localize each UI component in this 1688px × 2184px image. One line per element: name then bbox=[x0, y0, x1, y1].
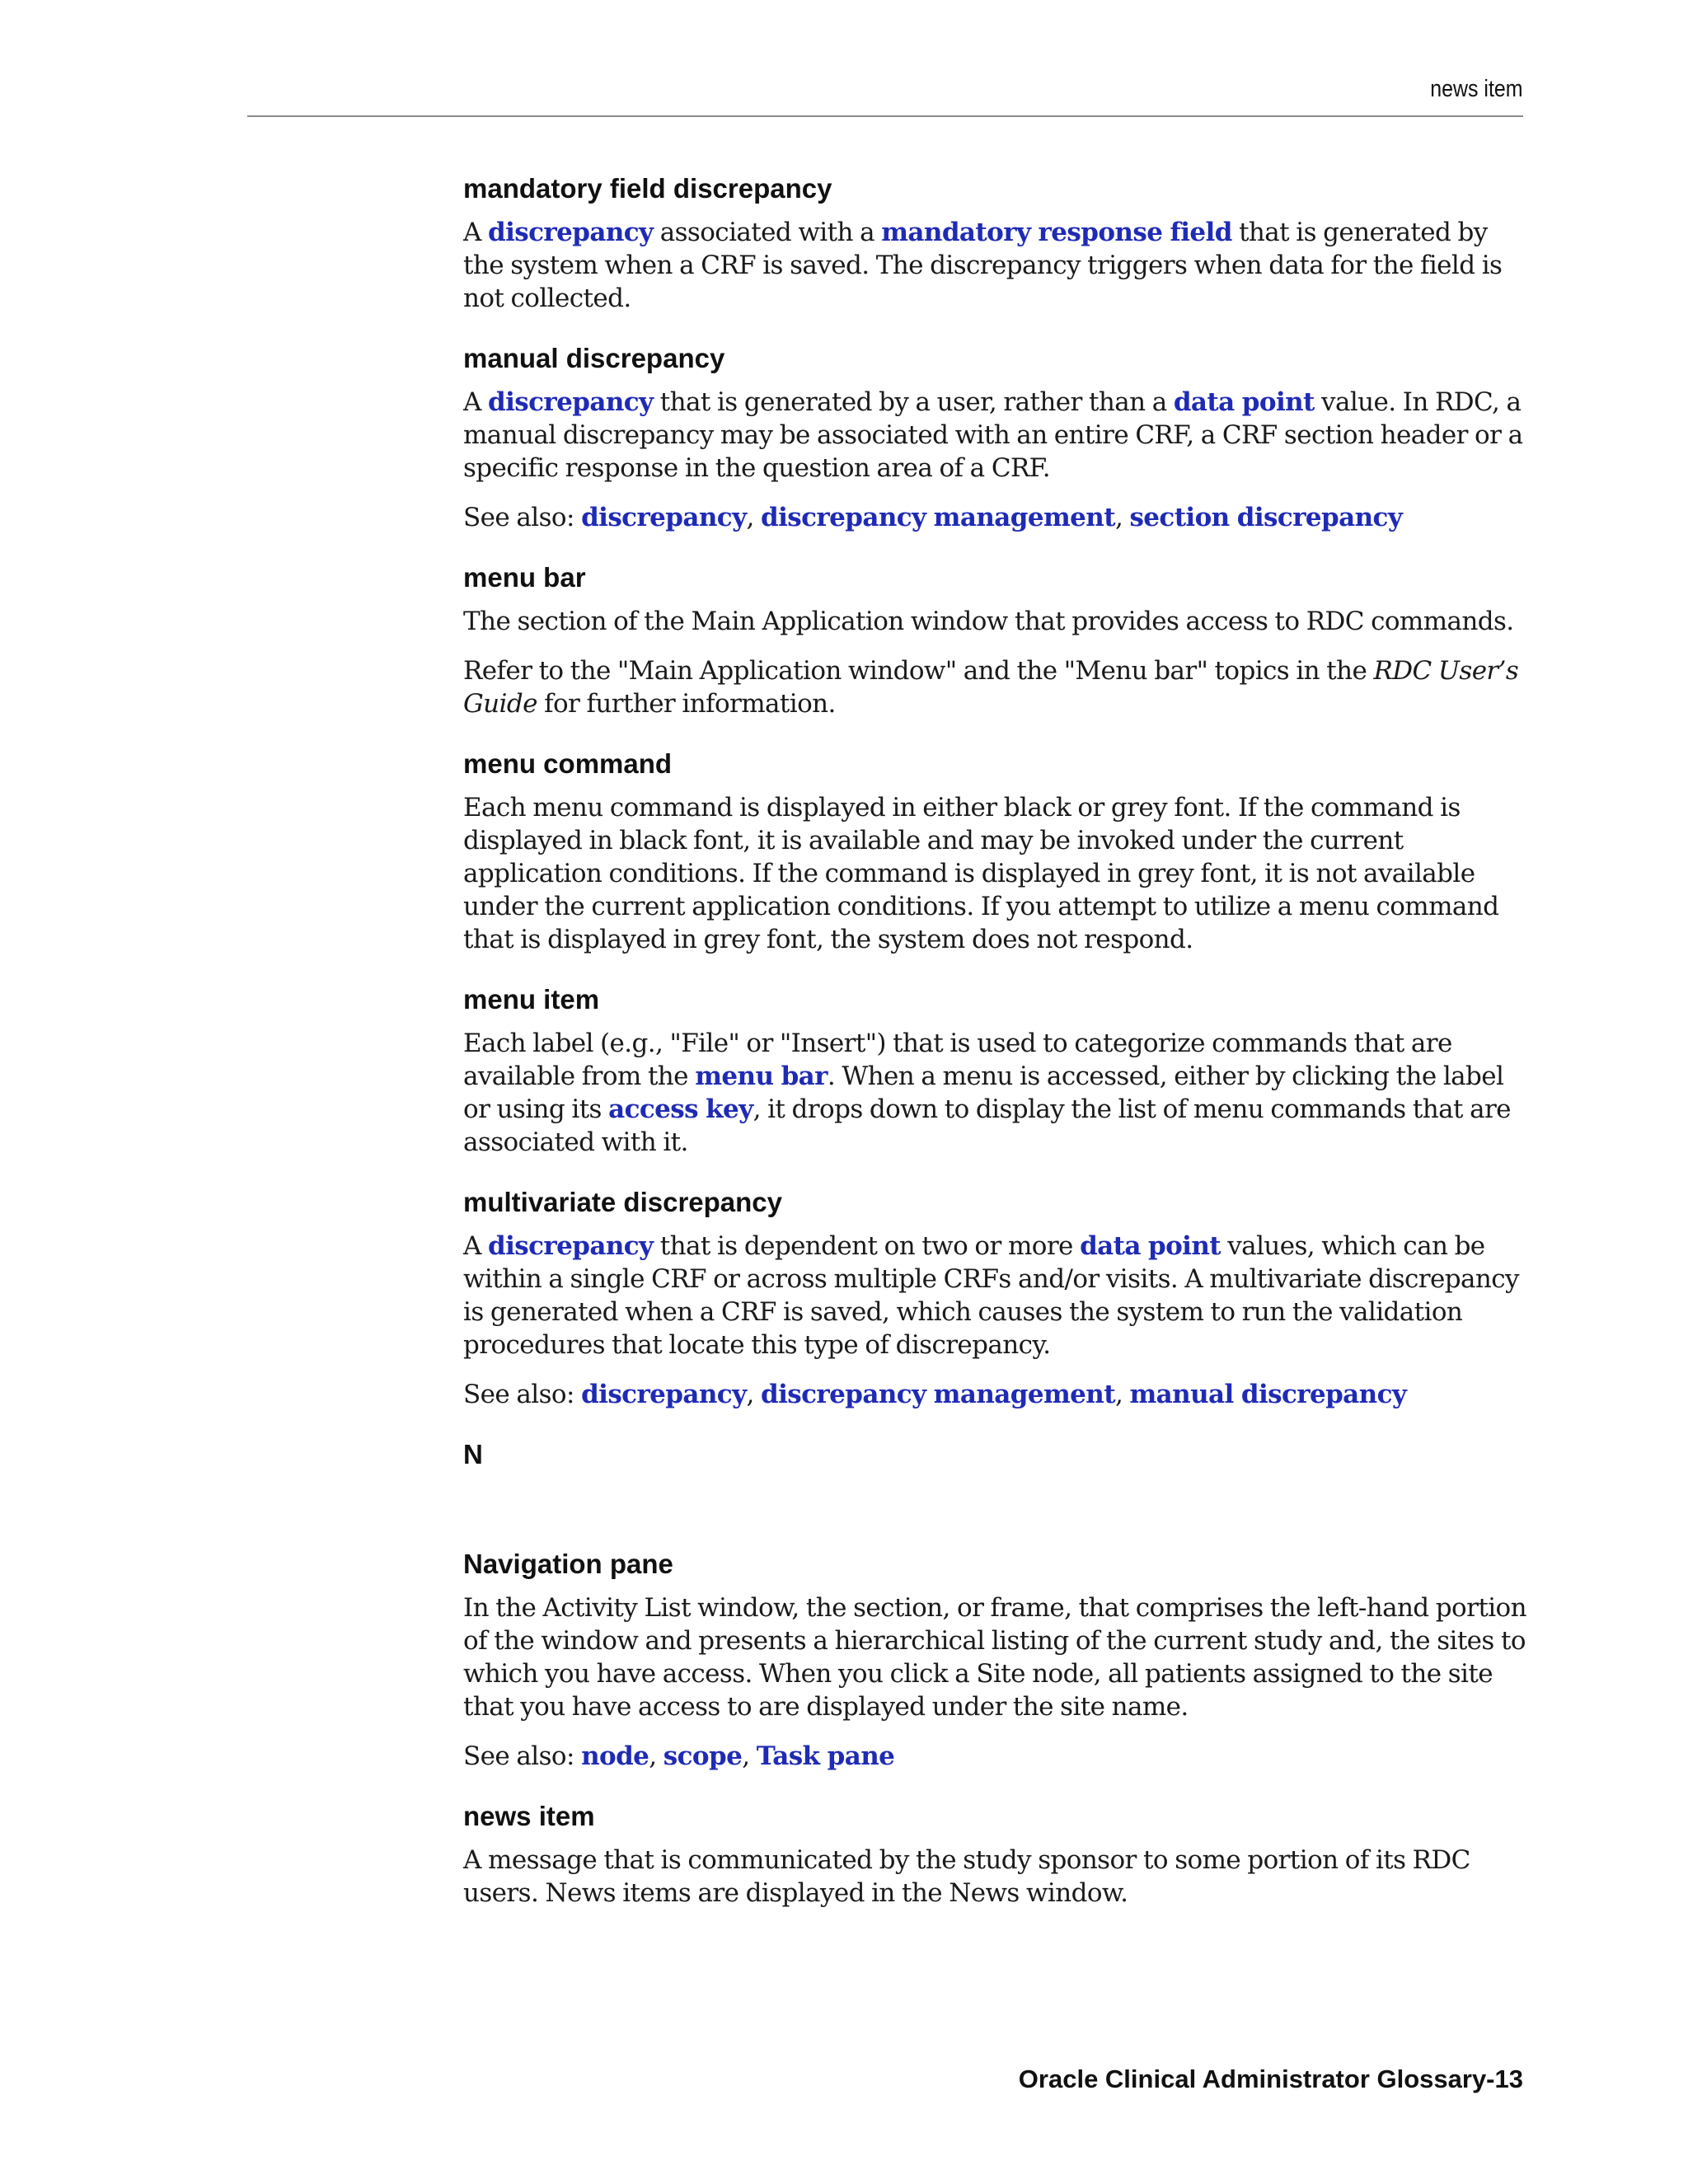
link-discrepancy-management[interactable]: discrepancy management bbox=[761, 503, 1115, 532]
link-data-point[interactable]: data point bbox=[1173, 387, 1315, 417]
text: Refer to the "Main Application window" and the "Menu bar" topics in the bbox=[463, 656, 1374, 686]
see-also bbox=[463, 501, 1526, 534]
text: A bbox=[463, 387, 489, 417]
separator: , bbox=[746, 503, 762, 532]
letter-heading: N bbox=[463, 1439, 483, 1469]
text: . When a menu is accessed, either by clicking the label or using its bbox=[463, 1062, 1504, 1124]
glossary-entry bbox=[463, 1801, 1526, 1910]
link-discrepancy[interactable]: discrepancy bbox=[488, 218, 654, 247]
link-discrepancy[interactable]: discrepancy bbox=[581, 503, 747, 532]
entry-term: multivariate discrepancy bbox=[463, 1187, 783, 1217]
text: for further information. bbox=[537, 689, 836, 719]
link-scope[interactable]: scope bbox=[663, 1741, 743, 1771]
entry-term: Navigation pane bbox=[463, 1549, 673, 1579]
entry-term: manual discrepancy bbox=[463, 343, 725, 373]
see-also-label: See also: bbox=[463, 1741, 582, 1771]
entry-reference bbox=[463, 654, 1526, 720]
separator: , bbox=[1114, 503, 1130, 532]
link-data-point[interactable]: data point bbox=[1080, 1231, 1221, 1261]
entry-term: menu bar bbox=[463, 562, 586, 593]
entry-term: menu item bbox=[463, 984, 600, 1015]
text: Each label (e.g., "File" or "Insert") that is used to categorize commands that are available from the bbox=[463, 1029, 1452, 1091]
text: value. In RDC, a manual discrepancy may be associated with an entire CRF, a CRF section header or a specific response in the question area of a CRF. bbox=[463, 387, 1523, 483]
glossary-entry bbox=[463, 343, 1526, 534]
text: that is generated by the system when a CRF is saved. The discrepancy triggers when data for the field is not collected. bbox=[463, 218, 1503, 313]
entry-term: mandatory field discrepancy bbox=[463, 173, 832, 204]
page-footer: Oracle Clinical Administrator Glossary-13 bbox=[1018, 2064, 1523, 2093]
glossary-entry bbox=[463, 562, 1526, 720]
separator: , bbox=[746, 1380, 762, 1409]
entry-definition bbox=[463, 1230, 1526, 1361]
text: that is generated by a user, rather than a bbox=[653, 387, 1174, 417]
see-also-label: See also: bbox=[463, 503, 582, 532]
glossary-entry bbox=[463, 1187, 1526, 1411]
text: , it drops down to display the list of menu commands that are associated with it. bbox=[463, 1094, 1511, 1157]
see-also bbox=[463, 1740, 1526, 1773]
glossary-entry bbox=[463, 173, 1526, 315]
text: that is dependent on two or more bbox=[653, 1231, 1081, 1261]
glossary-entry bbox=[463, 984, 1526, 1159]
link-discrepancy[interactable]: discrepancy bbox=[488, 1231, 654, 1261]
entry-definition: In the Activity List window, the section, or frame, that comprises the left-hand portion of the window and presents a hierarchical listing of the current study and, the sites to which you have access. When you click a Site node, all patients assigned to the site that you have access to are displayed under the site name. bbox=[463, 1593, 1526, 1722]
text: values, which can be within a single CRF or across multiple CRFs and/or visits. A multivariate discrepancy is generated when a CRF is saved, which causes the system to run the validation procedures that locate this type of discrepancy. bbox=[463, 1231, 1519, 1360]
entry-definition bbox=[463, 386, 1526, 485]
entry-definition bbox=[463, 1027, 1526, 1159]
link-discrepancy[interactable]: discrepancy bbox=[488, 387, 654, 417]
link-discrepancy[interactable]: discrepancy bbox=[581, 1380, 747, 1409]
entry-term: news item bbox=[463, 1801, 595, 1831]
page-header bbox=[247, 74, 1523, 117]
book-title: RDC User’s Guide bbox=[463, 656, 1519, 719]
separator: , bbox=[742, 1741, 757, 1771]
text: A bbox=[463, 218, 489, 247]
glossary-content bbox=[463, 173, 1526, 1938]
link-mandatory-response-field[interactable]: mandatory response field bbox=[881, 218, 1232, 247]
separator: , bbox=[649, 1741, 663, 1771]
entry-definition: A message that is communicated by the study sponsor to some portion of its RDC users. News items are displayed in the News window. bbox=[463, 1845, 1470, 1908]
link-task-pane[interactable]: Task pane bbox=[756, 1741, 895, 1771]
text: A bbox=[463, 1231, 489, 1261]
running-head: news item bbox=[1430, 76, 1523, 102]
link-discrepancy-management[interactable]: discrepancy management bbox=[761, 1380, 1115, 1409]
glossary-entry bbox=[463, 1549, 1526, 1773]
link-manual-discrepancy[interactable]: manual discrepancy bbox=[1129, 1380, 1407, 1409]
link-section-discrepancy[interactable]: section discrepancy bbox=[1129, 503, 1403, 532]
entry-definition: The section of the Main Application window that provides access to RDC commands. bbox=[463, 607, 1514, 636]
separator: , bbox=[1114, 1380, 1130, 1409]
see-also-label: See also: bbox=[463, 1380, 582, 1409]
link-access-key[interactable]: access key bbox=[608, 1094, 753, 1124]
glossary-entry bbox=[463, 748, 1526, 956]
link-menu-bar[interactable]: menu bar bbox=[695, 1062, 828, 1091]
link-node[interactable]: node bbox=[581, 1741, 649, 1771]
entry-term: menu command bbox=[463, 748, 673, 779]
entry-definition bbox=[463, 216, 1526, 315]
see-also bbox=[463, 1378, 1526, 1411]
text: associated with a bbox=[653, 218, 882, 247]
entry-definition: Each menu command is displayed in either black or grey font. If the command is displayed in black font, it is available and may be invoked under the current application conditions. If the command is displayed in grey font, it is not available under the current application conditions. If you attempt to utilize a menu command that is displayed in grey font, the system does not respond. bbox=[463, 793, 1499, 954]
